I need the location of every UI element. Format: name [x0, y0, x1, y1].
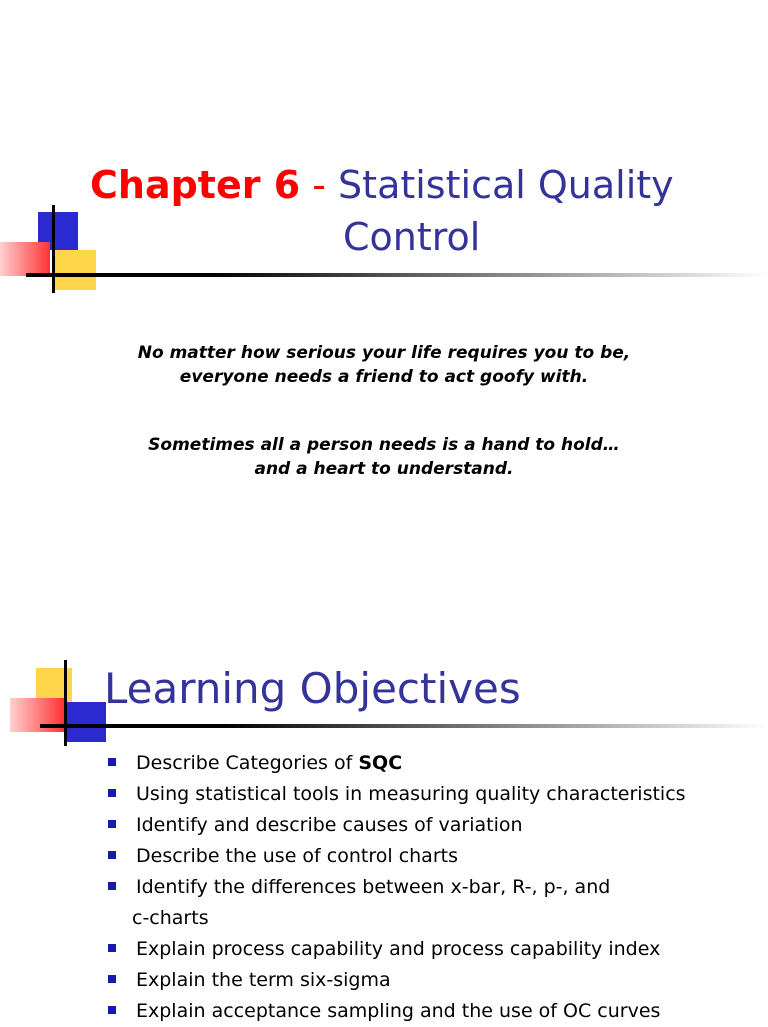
bullet-icon	[108, 1006, 116, 1014]
list-item-text: Using statistical tools in measuring quality characteristics	[136, 783, 686, 805]
list-item-continuation	[108, 903, 758, 934]
list-item-text: Explain process capability and process capability index	[136, 938, 661, 960]
quote-line-2: everyone needs a friend to act goofy with.	[179, 367, 589, 387]
list-item	[108, 779, 758, 810]
list-item-text: Explain acceptance sampling and the use of OC curves	[136, 1000, 661, 1022]
list-item-bold: SQC	[358, 752, 403, 774]
bullet-icon	[108, 944, 116, 952]
list-item	[108, 810, 758, 841]
title-subject-line2: Control	[343, 215, 481, 259]
title-subject: Statistical Quality	[338, 163, 674, 207]
list-item	[108, 996, 758, 1027]
motif-blue-square	[66, 702, 106, 742]
motif-yellow-square	[52, 250, 96, 290]
list-item-text: Explain the term six-sigma	[136, 969, 391, 991]
motif-vertical-line	[52, 205, 55, 293]
bullet-icon	[108, 758, 116, 766]
objectives-underline	[40, 724, 768, 728]
list-item	[108, 934, 758, 965]
list-item-text: Describe the use of control charts	[136, 845, 458, 867]
list-item-text: Describe Categories of	[136, 752, 359, 774]
bullet-icon	[108, 975, 116, 983]
list-item-text: Identify the differences between x-bar, R-, p-, and	[136, 876, 611, 898]
motif-red-square	[0, 242, 50, 276]
motif-vertical-line	[64, 660, 67, 746]
slide1-title-line2	[343, 214, 768, 260]
slide1-title-line1	[90, 162, 768, 208]
list-item	[108, 841, 758, 872]
chapter-number: Chapter 6	[90, 163, 301, 207]
list-item	[108, 748, 758, 779]
list-item-text: c-charts	[132, 907, 209, 929]
bullet-icon	[108, 789, 116, 797]
bullet-icon	[108, 820, 116, 828]
bullet-icon	[108, 851, 116, 859]
objectives-title: Learning Objectives	[104, 664, 521, 713]
quote-line-1: No matter how serious your life requires you to be,	[137, 343, 631, 363]
quote-line-3: Sometimes all a person needs is a hand to hold…	[148, 435, 620, 455]
title-dash: -	[312, 163, 326, 207]
bullet-icon	[108, 882, 116, 890]
list-item-text: Identify and describe causes of variation	[136, 814, 523, 836]
list-item	[108, 965, 758, 996]
objectives-list	[108, 748, 758, 1027]
list-item	[108, 872, 758, 903]
quote-line-4: and a heart to understand.	[254, 459, 514, 479]
title-underline	[26, 273, 768, 277]
